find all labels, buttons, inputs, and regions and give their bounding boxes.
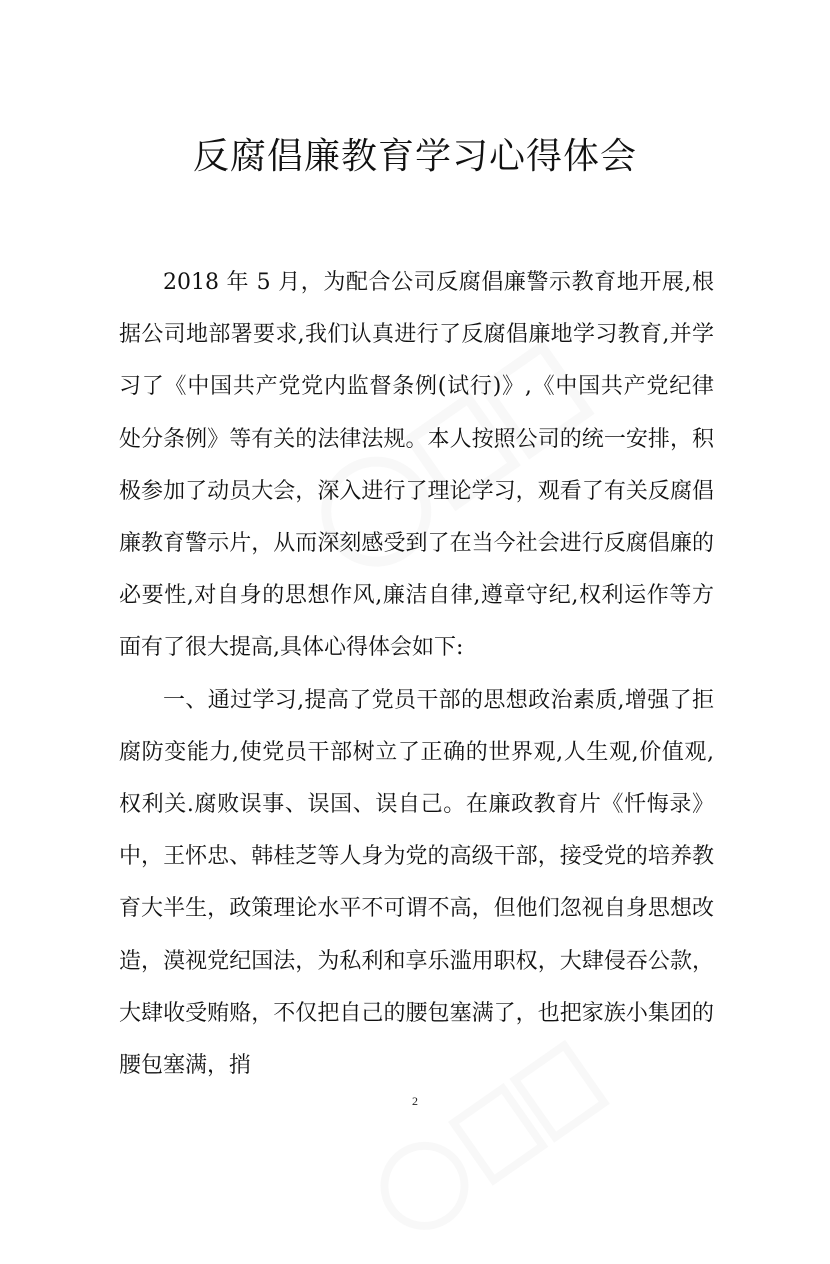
paragraph-intro: 2018 年 5 月，为配合公司反腐倡廉警示教育地开展,根据公司地部署要求,我们认真进行了反腐倡廉地学习教育,并学习了《中国共产党党内监督条例(试行)》,《中国共产党纪律处分条例》等有关的法律法规。本人按照公司的统一安排，积极参加了动员大会，深入进行了理论学习，观看了有关反腐倡廉教育警示片，从而深刻感受到了在当今社会进行反腐倡廉的必要性,对自身的思想作风,廉洁自律,遵章守纪,权利运作等方面有了很大提高,具体心得体会如下: xyxy=(119,270,714,661)
document-body xyxy=(119,257,714,1092)
paragraph-point-one: 一、通过学习,提高了党员干部的思想政治素质,增强了拒腐防变能力,使党员干部树立了正确的世界观,人生观,价值观,权利关.腐败误事、误国、误自己。在廉政教育片《忏悔录》中，王怀忠、韩桂芝等人身为党的高级干部，接受党的培养教育大半生，政策理论水平不可谓不高，但他们忽视自身思想改造，漠视党纪国法，为私利和享乐滥用职权，大肆侵吞公款，大肆收受贿赂，不仅把自己的腰包塞满了，也把家族小集团的腰包塞满，捎 xyxy=(119,687,714,1079)
page-title: 反腐倡廉教育学习心得体会 xyxy=(192,136,637,178)
page-number: 2 xyxy=(412,1094,418,1108)
